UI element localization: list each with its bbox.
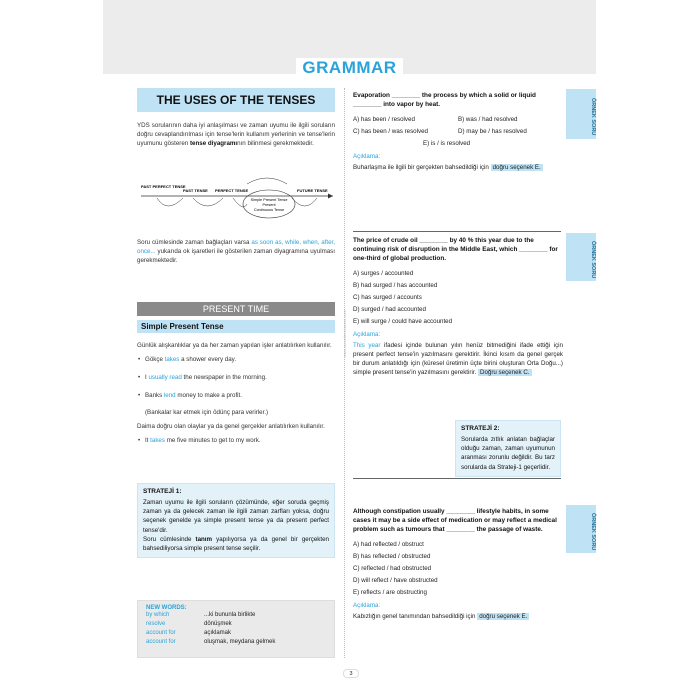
option-e[interactable]: E) will surge / could have accounted <box>353 318 453 325</box>
present-time-heading: PRESENT TIME <box>137 302 335 316</box>
option-c[interactable]: C) has been / was resolved <box>353 128 428 135</box>
option-a[interactable]: A) had reflected / obstruct <box>353 541 424 548</box>
question-3-options <box>353 539 563 599</box>
sp-intro-text: Günlük alışkanlıklar ya da her zaman yapılan işler anlatılırken kullanılır. <box>137 342 332 349</box>
question-2-text: The price of crude oil ________ by 40 % this year due to the continuing risk of disruption in the Middle East, which ________ for one-third of global production. <box>353 237 558 262</box>
question-1-options <box>353 114 563 150</box>
explanation-3: Kabızlığın genel tanımından bahsedildiği için doğru seçenek E. <box>353 613 528 620</box>
sample-question-tab-3: ÖRNEK SORU <box>566 505 596 553</box>
option-b[interactable]: B) was / had resolved <box>458 116 518 123</box>
new-words-title: NEW WORDS: <box>146 605 187 611</box>
strategy-1-title: STRATEJİ 1: <box>143 488 182 495</box>
option-e[interactable]: E) reflects / are obstructing <box>353 589 427 596</box>
diagram-label-perfect: PERFECT TENSE <box>215 188 249 193</box>
word-row: account for oluşmak, meydana gelmek <box>146 639 276 645</box>
diagram-label-future: FUTURE TENSE <box>297 188 328 193</box>
option-b[interactable]: B) has reflected / obstructed <box>353 553 431 560</box>
intro-paragraph: YDS sorularının daha iyi anlaşılması ve zaman uyumu ile ilgili soruların doğru cevaplandırılması için tense'lerin kullanım yerlerinin ve tense'lerin uyumunu gösteren tense diyagramının bilinmesi gerekmektedir. <box>137 122 335 148</box>
diagram-center-3: Continuous Tense <box>253 208 285 212</box>
option-c[interactable]: C) has surged / accounts <box>353 294 422 301</box>
example-4: • It takes me five minutes to get to my work. <box>137 436 335 445</box>
example-3: • Banks lend money to make a profit. <box>137 391 335 400</box>
separator <box>353 231 561 232</box>
sample-question-tab-1: ÖRNEK SORU <box>566 89 596 139</box>
diagram-center-1: Simple Present Tense <box>250 198 288 202</box>
watermark: www.sınavdershanesi.com <box>342 310 347 358</box>
question-3-text: Although constipation usually ________ lifestyle habits, in some cases it may be a side effect of medication or may reflect a medical problem such as tumours that ________ the passage of waste. <box>353 508 557 533</box>
word-row: resolve dönüşmek <box>146 621 232 627</box>
explanation-2: This year ifadesi içinde bulunan yılın henüz bitmediğini ifade ettiği için present perfect tense'in yazılmasını gerektirir. İkinci kısım da genel gerçek bir durum anlatıldığı için (küresel üretimin üçte birini oluşturan Orta Doğu...) simple present tense'in yazılmasını gerektirir. Doğru seçenek C. <box>353 342 563 376</box>
example-1: • Gökçe takes a shower every day. <box>137 355 335 364</box>
page <box>103 0 596 700</box>
separator <box>353 478 561 479</box>
section-title: THE USES OF THE TENSES <box>137 88 335 112</box>
example-3-translation: (Bankalar kar etmek için ödünç para verirler.) <box>145 409 269 417</box>
option-b[interactable]: B) had surged / has accounted <box>353 282 438 289</box>
page-number: 3 <box>343 669 359 678</box>
question-3 <box>353 507 563 621</box>
word-row: by which ...ki bununla birlikte <box>146 612 256 618</box>
option-a[interactable]: A) surges / accounted <box>353 270 414 277</box>
example-2: • I usually read the newspaper in the morning. <box>137 373 335 382</box>
question-1 <box>353 91 563 172</box>
explanation-label-3: Açıklama: <box>353 602 381 609</box>
sample-question-tab-2: ÖRNEK SORU <box>566 233 596 281</box>
explanation-1: Buharlaşma ile ilgili bir gerçekten bahsedildiği için doğru seçenek E. <box>353 164 541 171</box>
strategy-1-box <box>137 483 335 558</box>
conjunction-paragraph: Soru cümlesinde zaman bağlaçları varsa as soon as, while, when, after, once... yukarıda ok işaretleri ile gösterilen zaman diyagramına uyulması gerekmektedir. <box>137 239 335 265</box>
option-d[interactable]: D) surged / had accounted <box>353 306 426 313</box>
question-2-options <box>353 268 563 328</box>
option-d[interactable]: D) will reflect / have obstructed <box>353 577 438 584</box>
explanation-label-1: Açıklama: <box>353 153 381 160</box>
new-words-box <box>137 600 335 658</box>
strategy-2-title: STRATEJİ 2: <box>461 425 500 432</box>
question-2 <box>353 236 563 377</box>
diagram-label-past: PAST TENSE <box>183 188 208 193</box>
simple-present-body <box>137 341 335 445</box>
option-e[interactable]: E) is / is resolved <box>423 140 471 147</box>
diagram-center-2: Present <box>262 203 276 207</box>
sp-intro-2: Daima doğru olan olaylar ya da genel gerçekler anlatılırken kullanılır. <box>137 423 325 431</box>
page-header-title: GRAMMAR <box>103 58 596 78</box>
tense-diagram <box>137 174 335 226</box>
explanation-label-2: Açıklama: <box>353 331 381 338</box>
strategy-2-text: Sorularda zıtlık anlatan bağlaçlar olduğu zaman, zaman uyumunun aranması zorunlu değildir. Bu tarz sorularda da Strateji-1 geçerlidir. <box>461 436 555 471</box>
new-words-table <box>146 611 275 647</box>
option-a[interactable]: A) has been / resolved <box>353 116 415 123</box>
option-c[interactable]: C) reflected / had obstructed <box>353 565 432 572</box>
word-row: account for açıklamak <box>146 630 232 636</box>
strategy-1-text-2: Soru cümlesinde tanım yapılıyorsa ya da genel bir gerçekten bahsediliyorsa simple present tense seçilir. <box>143 535 329 553</box>
option-d[interactable]: D) may be / has resolved <box>458 128 527 135</box>
column-divider <box>344 88 345 658</box>
question-1-text: Evaporation ________ the process by which a solid or liquid ________ into vapor by heat. <box>353 92 536 108</box>
simple-present-heading: Simple Present Tense <box>137 320 335 333</box>
strategy-1-text: Zaman uyumu ile ilgili soruların çözümünde, eğer soruda geçmiş zaman ya da gelecek zaman ile ilgili zaman zarfları yoksa, doğru seçenek genelde ya simple present tense ya da present perfect tense'dir. <box>143 499 329 534</box>
diagram-label-past-perfect: PAST PERFECT TENSE <box>141 184 186 189</box>
strategy-2-box <box>455 420 561 477</box>
